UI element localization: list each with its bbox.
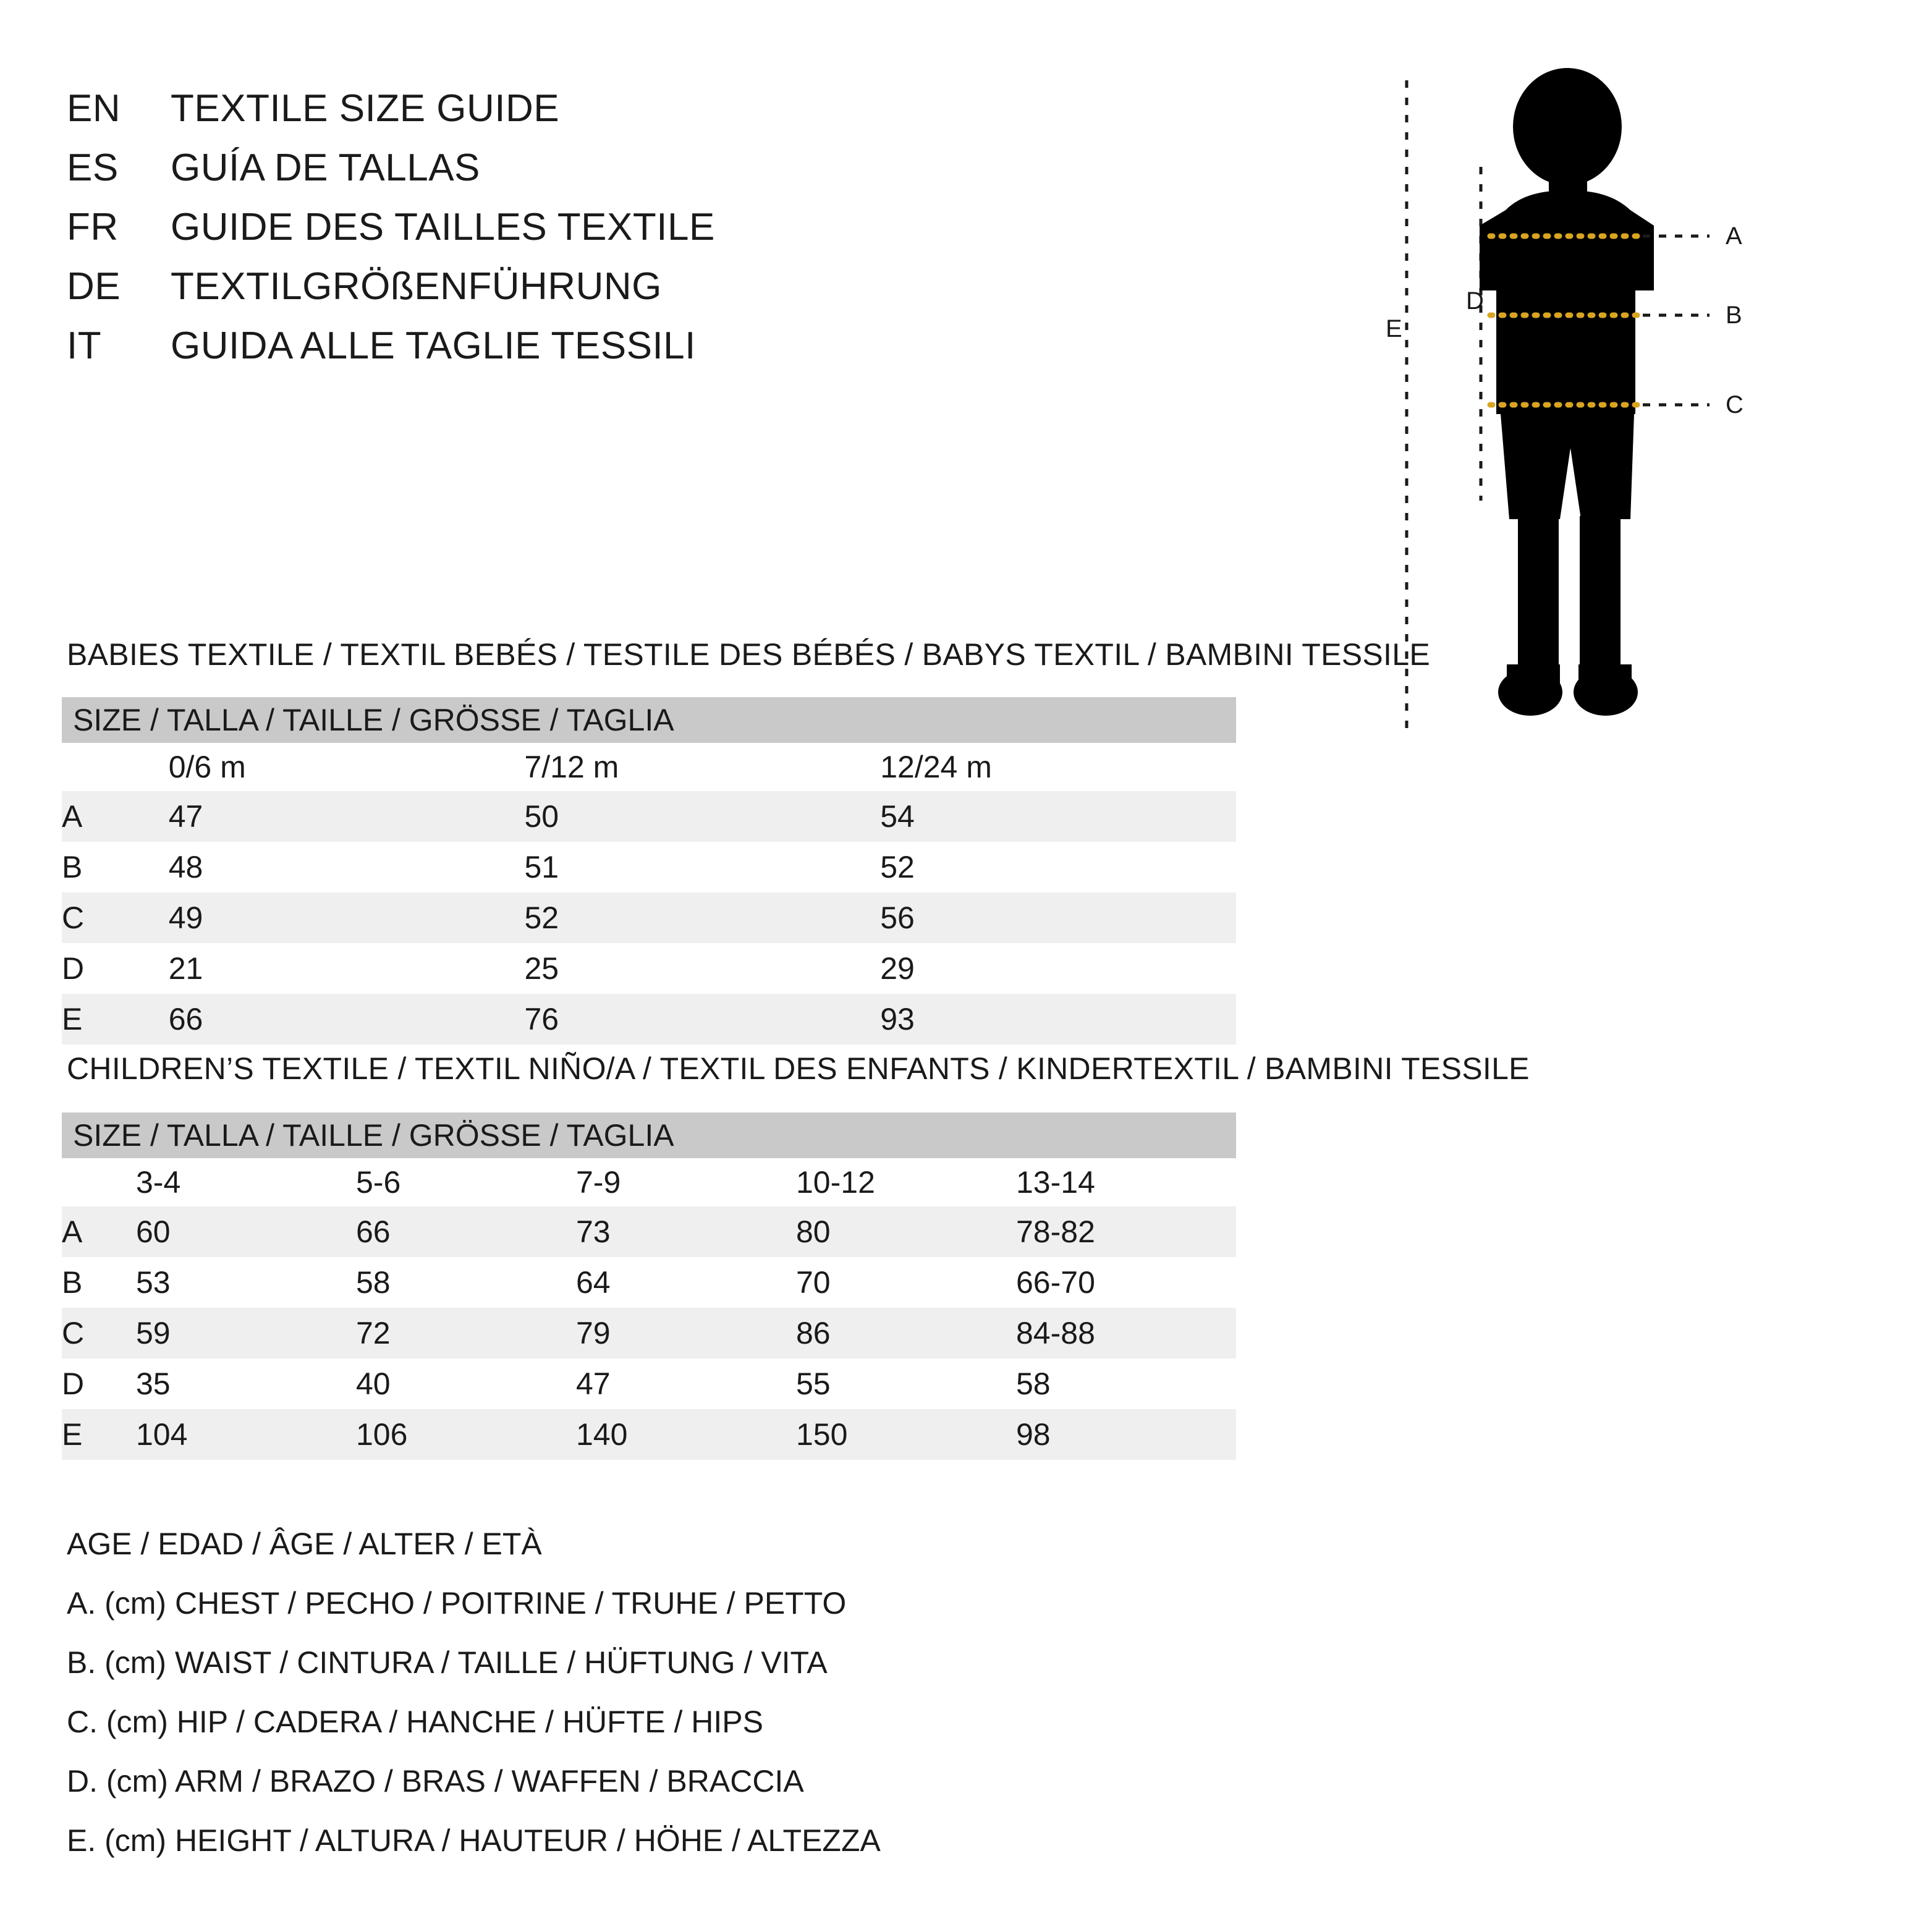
children-cell: 58 [1016,1358,1236,1409]
language-row [67,146,932,205]
babies-row-label: D [62,943,169,994]
children-cell: 60 [136,1206,356,1257]
children-cell: 55 [796,1358,1016,1409]
legend-item: E. (cm) HEIGHT / ALTURA / HAUTEUR / HÖHE / ALTEZZA [67,1823,881,1858]
babies-table-band [62,697,1236,743]
babies-cell: 52 [880,842,1236,892]
children-cell: 140 [576,1409,796,1460]
children-column-header: 7-9 [576,1158,796,1206]
language-title: GUÍA DE TALLAS [171,146,480,189]
child-silhouette-icon [1363,68,1858,779]
babies-cell: 54 [880,791,1236,842]
babies-cell: 47 [169,791,525,842]
children-size-table [62,1112,1236,1460]
children-cell: 104 [136,1409,356,1460]
babies-row-label: A [62,791,169,842]
babies-header-blank [62,743,169,791]
language-title: TEXTILE SIZE GUIDE [171,87,560,130]
babies-column-header: 12/24 m [880,743,1236,791]
children-cell: 86 [796,1308,1016,1358]
measurement-diagram [1363,68,1858,779]
table-row [62,1308,1236,1358]
callout-label-c: C [1726,391,1743,418]
babies-cell: 93 [880,994,1236,1044]
children-cell: 66 [356,1206,576,1257]
babies-cell: 66 [169,994,525,1044]
legend-item: D. (cm) ARM / BRAZO / BRAS / WAFFEN / BRACCIA [67,1764,804,1799]
language-title-list [67,87,932,383]
babies-cell: 48 [169,842,525,892]
children-header-blank [62,1158,136,1206]
babies-cell: 76 [524,994,880,1044]
babies-table-header-row [62,743,1236,791]
children-cell: 79 [576,1308,796,1358]
babies-column-header: 7/12 m [524,743,880,791]
children-cell: 84-88 [1016,1308,1236,1358]
children-cell: 106 [356,1409,576,1460]
children-row-label: E [62,1409,136,1460]
language-code: DE [67,265,121,308]
babies-cell: 29 [880,943,1236,994]
table-row [62,1409,1236,1460]
language-row [67,205,932,265]
table-row [62,1257,1236,1308]
children-cell: 80 [796,1206,1016,1257]
children-section-title: CHILDREN’S TEXTILE / TEXTIL NIÑO/A / TEXTIL DES ENFANTS / KINDERTEXTIL / BAMBINI TESSILE [67,1051,1530,1086]
children-cell: 73 [576,1206,796,1257]
children-table-band [62,1112,1236,1158]
babies-cell: 52 [524,892,880,943]
babies-cell: 56 [880,892,1236,943]
children-cell: 35 [136,1358,356,1409]
babies-cell: 50 [524,791,880,842]
language-title: GUIDE DES TAILLES TEXTILE [171,206,715,248]
children-cell: 47 [576,1358,796,1409]
babies-row-label: E [62,994,169,1044]
callout-label-b: B [1726,302,1742,329]
babies-section-title: BABIES TEXTILE / TEXTIL BEBÉS / TESTILE DES BÉBÉS / BABYS TEXTIL / BAMBINI TESSILE [67,637,1430,672]
children-cell: 70 [796,1257,1016,1308]
language-row [67,265,932,324]
language-title: TEXTILGRÖßENFÜHRUNG [171,265,662,308]
children-cell: 40 [356,1358,576,1409]
legend-title: AGE / EDAD / ÂGE / ALTER / ETÀ [67,1527,542,1561]
table-row [62,1206,1236,1257]
children-column-header: 3-4 [136,1158,356,1206]
callout-label-e: E [1386,315,1402,342]
legend-item: A. (cm) CHEST / PECHO / POITRINE / TRUHE / PETTO [67,1586,847,1621]
children-cell: 59 [136,1308,356,1358]
babies-cell: 51 [524,842,880,892]
babies-row-label: B [62,842,169,892]
language-code: ES [67,146,119,189]
table-row [62,943,1236,994]
children-column-header: 13-14 [1016,1158,1236,1206]
children-cell: 72 [356,1308,576,1358]
children-row-label: A [62,1206,136,1257]
babies-size-table [62,697,1236,1044]
children-row-label: D [62,1358,136,1409]
language-row [67,87,932,146]
language-row [67,324,932,383]
table-row [62,892,1236,943]
children-column-header: 10-12 [796,1158,1016,1206]
babies-cell: 25 [524,943,880,994]
legend-item: C. (cm) HIP / CADERA / HANCHE / HÜFTE / HIPS [67,1705,763,1739]
children-row-label: C [62,1308,136,1358]
language-code: IT [67,324,102,367]
legend-item: B. (cm) WAIST / CINTURA / TAILLE / HÜFTUNG / VITA [67,1645,828,1680]
children-cell: 150 [796,1409,1016,1460]
table-row [62,842,1236,892]
children-cell: 58 [356,1257,576,1308]
callout-label-d: D [1466,287,1484,315]
babies-cell: 21 [169,943,525,994]
table-row [62,994,1236,1044]
table-row [62,791,1236,842]
babies-row-label: C [62,892,169,943]
babies-column-header: 0/6 m [169,743,525,791]
language-title: GUIDA ALLE TAGLIE TESSILI [171,324,696,367]
children-column-header: 5-6 [356,1158,576,1206]
children-cell: 64 [576,1257,796,1308]
children-cell: 53 [136,1257,356,1308]
language-code: EN [67,87,121,130]
children-row-label: B [62,1257,136,1308]
measurement-legend [67,1514,1426,1870]
language-code: FR [67,206,119,248]
callout-label-a: A [1726,222,1742,250]
children-table-header-row [62,1158,1236,1206]
children-cell: 98 [1016,1409,1236,1460]
table-row [62,1358,1236,1409]
children-cell: 78-82 [1016,1206,1236,1257]
babies-cell: 49 [169,892,525,943]
children-cell: 66-70 [1016,1257,1236,1308]
babies-band-label: SIZE / TALLA / TAILLE / GRÖSSE / TAGLIA [62,697,1236,743]
children-band-label: SIZE / TALLA / TAILLE / GRÖSSE / TAGLIA [62,1112,1236,1158]
